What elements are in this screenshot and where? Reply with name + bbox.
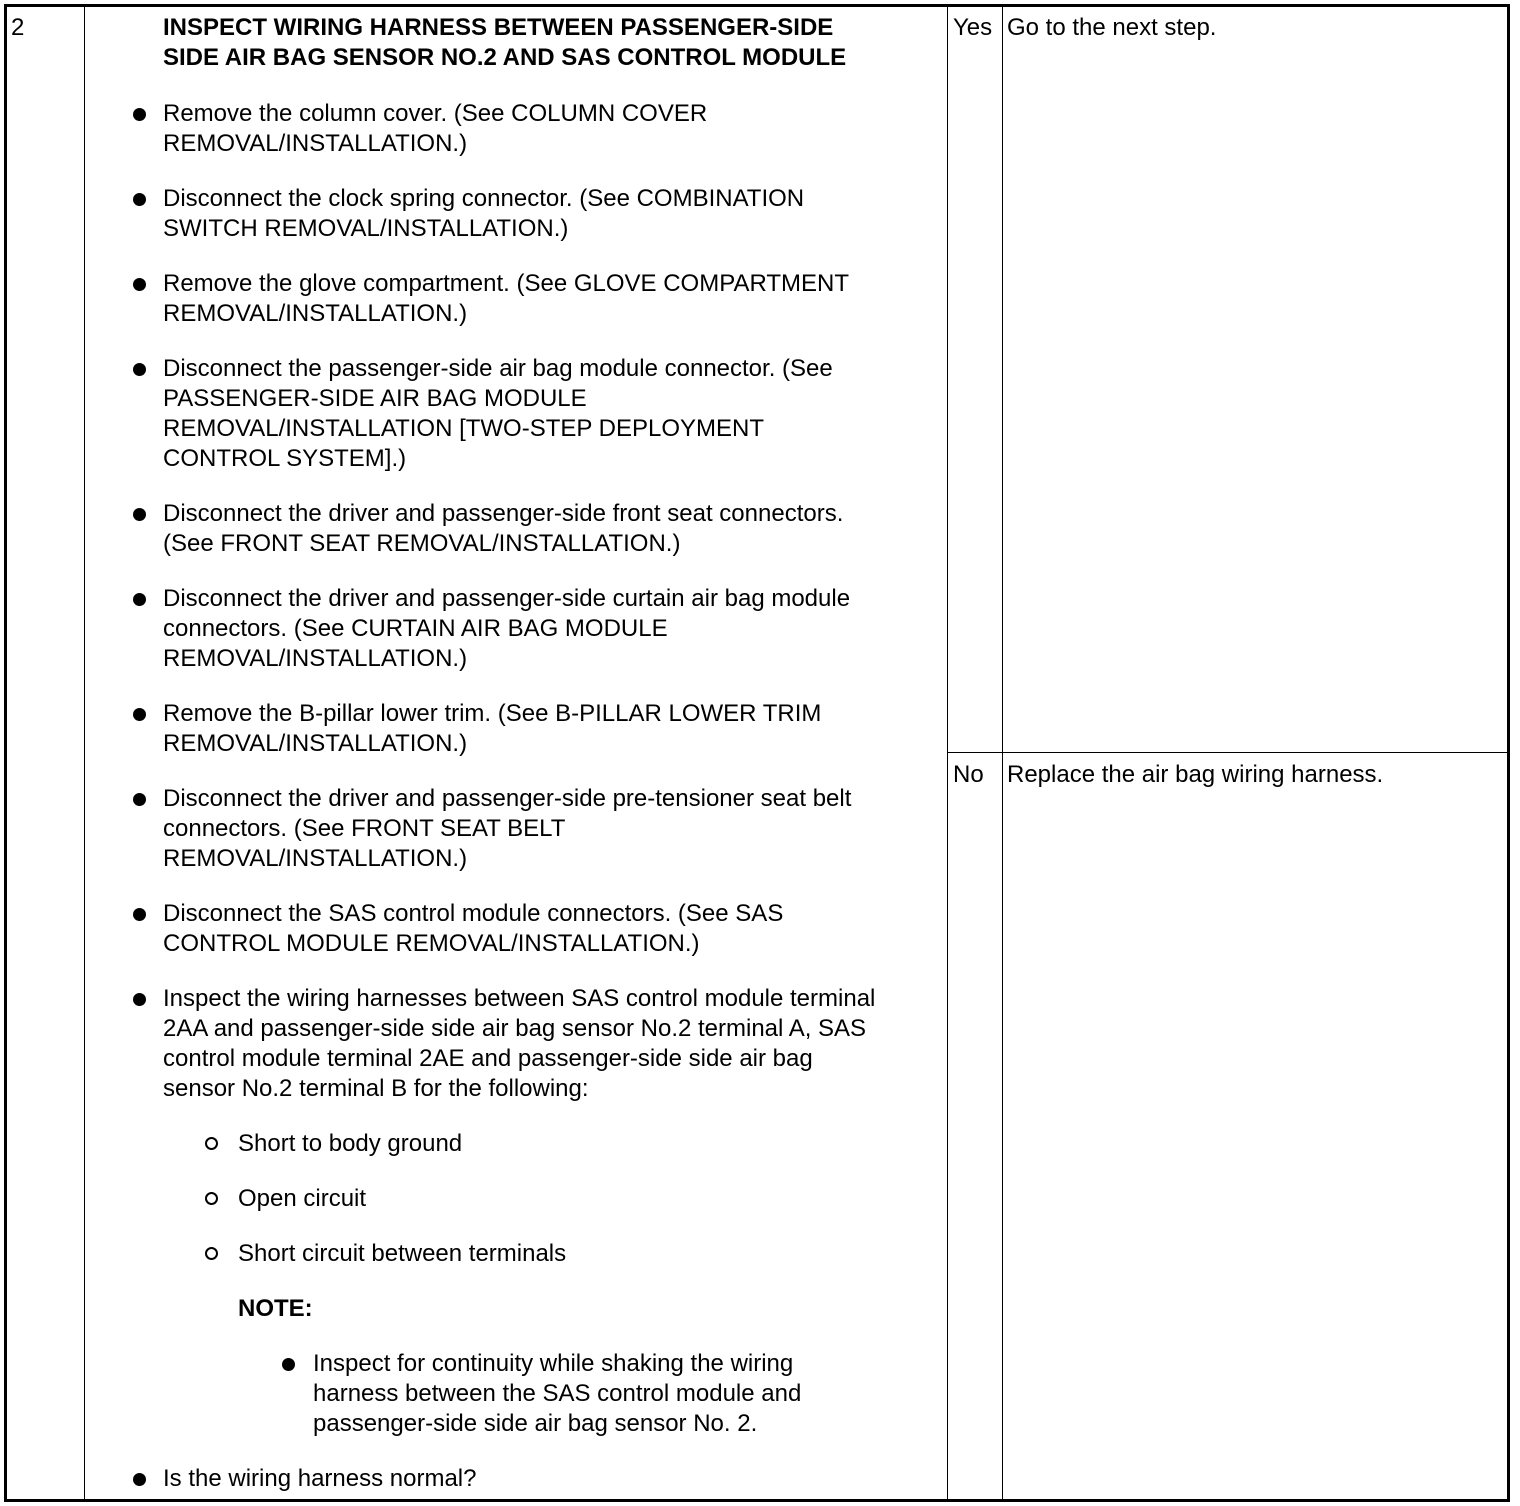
no-action: Replace the air bag wiring harness. [1007,761,1384,788]
bullet-6-line-1: Disconnect the driver and passenger-side curtain air bag module [163,585,851,612]
bullet-icon [133,193,146,206]
sub-item-3: Short circuit between terminals [238,1240,567,1267]
bullet-icon [133,708,146,721]
bullet-5-line-1: Disconnect the driver and passenger-side front seat connectors. [163,500,844,527]
bullet-icon [133,363,146,376]
note-line-3: passenger-side side air bag sensor No. 2. [313,1410,758,1437]
bullet-5-line-2: (See FRONT SEAT REMOVAL/INSTALLATION.) [163,530,681,557]
note-line-2: harness between the SAS control module and [313,1380,802,1407]
sub-bullet-icon [205,1137,218,1150]
question-text: Is the wiring harness normal? [163,1465,477,1492]
column-divider-step [84,7,85,1499]
bullet-6-line-2: connectors. (See CURTAIN AIR BAG MODULE [163,615,668,642]
bullet-icon [133,908,146,921]
bullet-4-line-3: REMOVAL/INSTALLATION [TWO-STEP DEPLOYMENT [163,415,764,442]
sub-bullet-icon [205,1192,218,1205]
bullet-8-line-2: connectors. (See FRONT SEAT BELT [163,815,566,842]
bullet-3-line-1: Remove the glove compartment. (See GLOVE COMPARTMENT [163,270,850,297]
bullet-icon [133,278,146,291]
bullet-8-line-3: REMOVAL/INSTALLATION.) [163,845,468,872]
bullet-icon [282,1358,295,1371]
bullet-7-line-1: Remove the B-pillar lower trim. (See B-PILLAR LOWER TRIM [163,700,822,727]
bullet-9-line-2: CONTROL MODULE REMOVAL/INSTALLATION.) [163,930,700,957]
column-divider-result [947,7,948,1499]
yes-action: Go to the next step. [1007,14,1217,41]
bullet-icon [133,508,146,521]
bullet-icon [133,108,146,121]
bullet-icon [133,793,146,806]
step-title-line-1: INSPECT WIRING HARNESS BETWEEN PASSENGER-SIDE [163,14,834,41]
sub-bullet-icon [205,1247,218,1260]
no-label: No [953,761,984,788]
bullet-10-line-4: sensor No.2 terminal B for the following: [163,1075,589,1102]
bullet-4-line-4: CONTROL SYSTEM].) [163,445,407,472]
bullet-9-line-1: Disconnect the SAS control module connectors. (See SAS [163,900,784,927]
bullet-4-line-1: Disconnect the passenger-side air bag module connector. (See [163,355,833,382]
bullet-7-line-2: REMOVAL/INSTALLATION.) [163,730,468,757]
bullet-10-line-2: 2AA and passenger-side side air bag sensor No.2 terminal A, SAS [163,1015,867,1042]
yes-no-divider [947,752,1507,753]
note-line-1: Inspect for continuity while shaking the wiring [313,1350,794,1377]
bullet-icon [133,993,146,1006]
bullet-2-line-2: SWITCH REMOVAL/INSTALLATION.) [163,215,569,242]
bullet-icon [133,593,146,606]
yes-label: Yes [953,14,993,41]
step-number: 2 [11,14,25,41]
column-divider-action [1002,7,1003,1499]
note-label: NOTE: [238,1295,313,1322]
bullet-1-line-1: Remove the column cover. (See COLUMN COVER [163,100,708,127]
bullet-4-line-2: PASSENGER-SIDE AIR BAG MODULE [163,385,587,412]
sub-item-2: Open circuit [238,1185,367,1212]
bullet-6-line-3: REMOVAL/INSTALLATION.) [163,645,468,672]
bullet-1-line-2: REMOVAL/INSTALLATION.) [163,130,468,157]
bullet-10-line-3: control module terminal 2AE and passenger-side side air bag [163,1045,813,1072]
step-title-line-2: SIDE AIR BAG SENSOR NO.2 AND SAS CONTROL MODULE [163,44,847,71]
bullet-8-line-1: Disconnect the driver and passenger-side pre-tensioner seat belt [163,785,852,812]
bullet-2-line-1: Disconnect the clock spring connector. (See COMBINATION [163,185,805,212]
bullet-3-line-2: REMOVAL/INSTALLATION.) [163,300,468,327]
sub-item-1: Short to body ground [238,1130,463,1157]
bullet-10-line-1: Inspect the wiring harnesses between SAS control module terminal [163,985,876,1012]
bullet-icon [133,1473,146,1486]
